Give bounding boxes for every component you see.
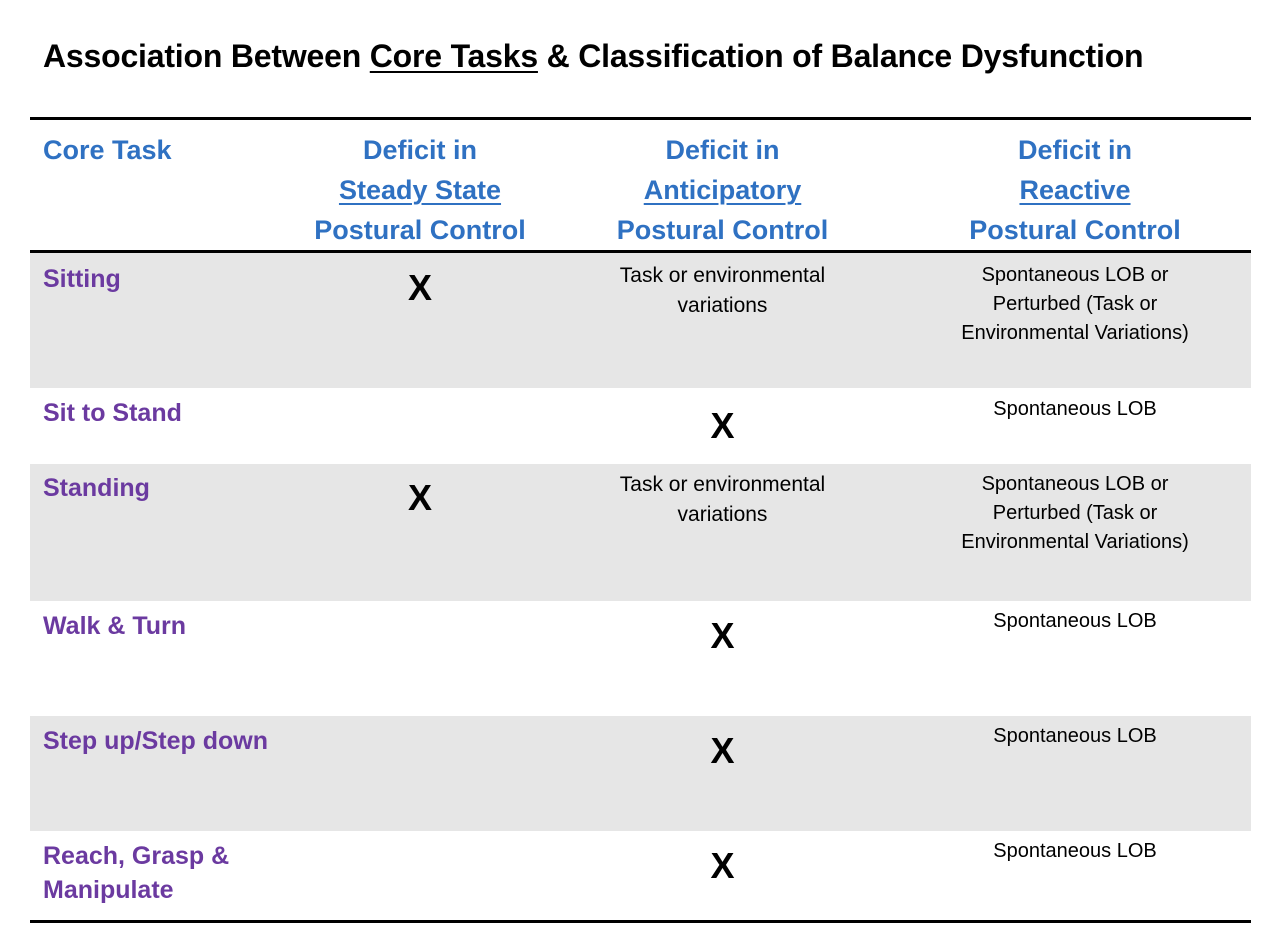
reactive-cell — [930, 261, 1220, 348]
header-anticipatory-line3: Postural Control — [616, 215, 829, 245]
header-anticipatory-line1: Deficit in — [665, 135, 780, 165]
table-row — [30, 716, 1251, 831]
header-anticipatory — [590, 130, 855, 250]
header-steady-line1: Deficit in — [362, 135, 477, 165]
page-title — [43, 38, 1143, 75]
reactive-text: Spontaneous LOB or — [981, 473, 1169, 495]
reactive-text: Perturbed (Task or — [992, 502, 1158, 524]
header-core-task-label: Core Task — [43, 135, 172, 165]
header-core-task — [43, 130, 172, 170]
table-row — [30, 601, 1251, 716]
anticipatory-text: Task or environmental — [619, 264, 826, 287]
reactive-text: Environmental Variations) — [961, 531, 1189, 553]
header-anticipatory-line2: Anticipatory — [643, 175, 802, 205]
row-task-cell — [43, 609, 186, 643]
header-reactive-line2: Reactive — [1019, 175, 1131, 205]
header-steady-line3: Postural Control — [314, 215, 526, 245]
reactive-text: Spontaneous LOB — [993, 725, 1157, 747]
table-row — [30, 253, 1251, 388]
reactive-text: Environmental Variations) — [961, 322, 1189, 344]
header-steady-line2: Steady State — [338, 175, 502, 205]
balance-table — [30, 117, 1251, 923]
reactive-text: Spontaneous LOB — [993, 610, 1157, 632]
row-task-cell — [43, 471, 150, 505]
title-prefix: Association Between — [43, 38, 370, 74]
table-row — [30, 831, 1251, 920]
task-label: Standing — [43, 474, 150, 502]
reactive-cell — [930, 470, 1220, 557]
reactive-cell — [930, 395, 1220, 424]
title-suffix: & Classification of Balance Dysfunction — [537, 38, 1144, 74]
steady-state-mark: X — [407, 267, 432, 308]
anticipatory-mark: X — [710, 845, 735, 886]
steady-state-mark: X — [407, 477, 432, 518]
reactive-text: Spontaneous LOB or — [981, 264, 1169, 286]
reactive-text: Spontaneous LOB — [993, 398, 1157, 420]
reactive-cell — [930, 837, 1220, 866]
row-task-cell — [43, 839, 229, 907]
anticipatory-mark: X — [710, 405, 735, 446]
anticipatory-cell — [590, 470, 855, 530]
title-underlined: Core Tasks — [369, 38, 538, 74]
task-label: Reach, Grasp & — [43, 842, 230, 870]
anticipatory-cell — [590, 261, 855, 321]
anticipatory-mark: X — [710, 615, 735, 656]
anticipatory-text: variations — [677, 294, 768, 317]
reactive-text: Spontaneous LOB — [993, 840, 1157, 862]
table-header — [30, 120, 1251, 250]
header-reactive-line1: Deficit in — [1017, 135, 1132, 165]
task-label: Step up/Step down — [43, 727, 268, 755]
anticipatory-text: Task or environmental — [619, 473, 826, 496]
header-steady-state — [290, 130, 550, 250]
task-label: Sitting — [43, 265, 121, 293]
row-task-cell — [43, 724, 268, 758]
reactive-cell — [930, 722, 1220, 751]
row-task-cell — [43, 262, 121, 296]
table-row — [30, 464, 1251, 601]
table-row — [30, 388, 1251, 464]
reactive-text: Perturbed (Task or — [992, 293, 1158, 315]
task-label: Walk & Turn — [43, 612, 187, 640]
header-reactive-line3: Postural Control — [969, 215, 1181, 245]
anticipatory-text: variations — [677, 503, 768, 526]
header-reactive — [930, 130, 1220, 250]
row-task-cell — [43, 396, 182, 430]
task-label: Manipulate — [43, 876, 174, 904]
anticipatory-mark: X — [710, 730, 735, 771]
reactive-cell — [930, 607, 1220, 636]
table-bottom-rule — [30, 920, 1251, 923]
task-label: Sit to Stand — [43, 399, 182, 427]
